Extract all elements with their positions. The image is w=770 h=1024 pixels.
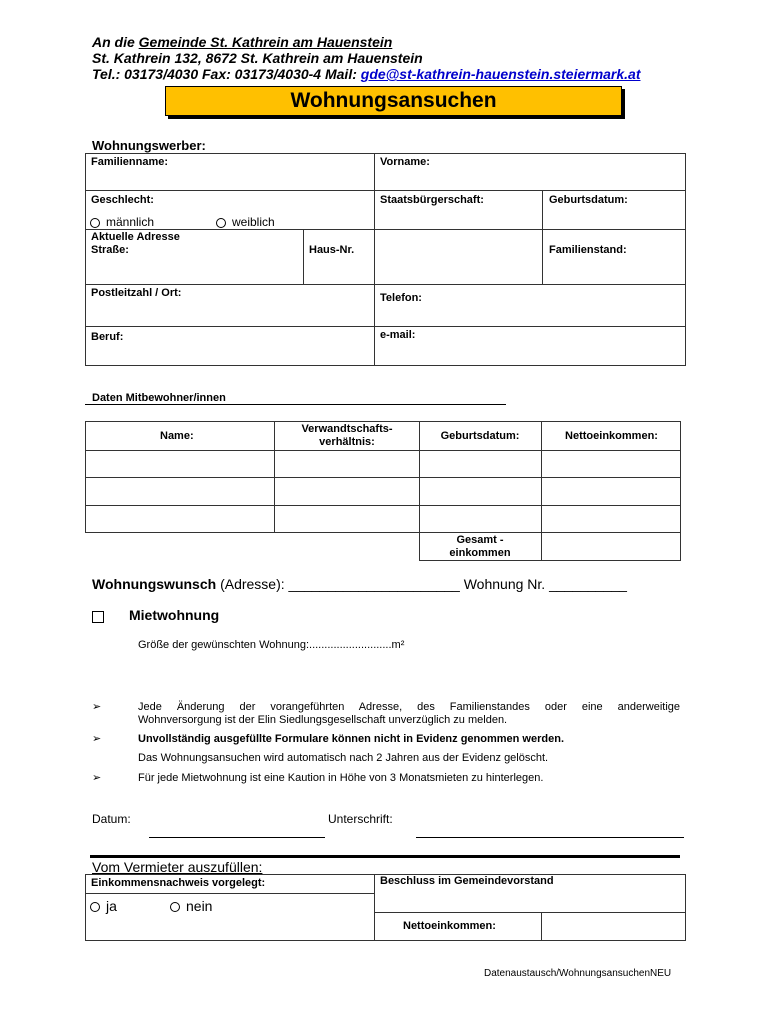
- section-divider: [90, 855, 680, 858]
- female-radio-icon[interactable]: [216, 218, 226, 228]
- female-label: weiblich: [232, 215, 275, 229]
- arrow-bullet-icon: ➢: [92, 772, 102, 784]
- housing-wish-fields: (Adresse): ______________________ Wohnung Nr. __________: [216, 576, 627, 592]
- footer-reference: Datenaustausch/WohnungsansuchenNEU: [484, 968, 672, 979]
- housing-wish-line: [92, 576, 627, 592]
- arrow-bullet-icon: ➢: [92, 701, 102, 713]
- col-relation-line1: Verwandtschafts-: [301, 423, 393, 435]
- first-name-label: Vorname:: [380, 156, 430, 168]
- birthdate-label: Geburtsdatum:: [549, 194, 628, 206]
- council-decision-label: Beschluss im Gemeindevorstand: [380, 875, 554, 887]
- address-line: St. Kathrein 132, 8672 St. Kathrein am Hauenstein: [92, 50, 423, 66]
- yes-label: ja: [106, 898, 117, 914]
- total-income-label: [420, 534, 540, 560]
- phone-label: Telefon:: [380, 292, 422, 304]
- postal-city-label: Postleitzahl / Ort:: [91, 287, 182, 299]
- col-name-header: Name:: [160, 430, 194, 442]
- occupation-label: Beruf:: [91, 331, 124, 343]
- arrow-bullet-icon: ➢: [92, 733, 102, 745]
- col-relation-header: [276, 423, 418, 449]
- recipient-prefix: An die: [92, 34, 139, 50]
- gender-female-option[interactable]: [216, 215, 275, 229]
- note-1-line1: Jede Änderung der vorangeführten Adresse, des Familienstandes oder eine anderweitige: [138, 701, 680, 713]
- email-label: e-mail:: [380, 329, 416, 341]
- applicant-section-label: Wohnungswerber:: [92, 138, 206, 153]
- email-link[interactable]: gde@st-kathrein-hauenstein.steiermark.at: [360, 66, 641, 82]
- house-no-label: Haus-Nr.: [309, 244, 355, 256]
- gender-label: Geschlecht:: [91, 194, 154, 206]
- note-2: Unvollständig ausgefüllte Formulare können nicht in Evidenz genommen werden.: [138, 733, 565, 745]
- proof-no-option[interactable]: [170, 898, 212, 914]
- recipient-municipality: Gemeinde St. Kathrein am Hauenstein: [138, 34, 393, 50]
- col-income-header: Nettoeinkommen:: [565, 430, 658, 442]
- date-line[interactable]: [149, 837, 325, 838]
- income-proof-label: Einkommensnachweis vorgelegt:: [91, 877, 266, 889]
- contact-prefix: Tel.: 03173/4030 Fax: 03173/4030-4 Mail:: [92, 66, 361, 82]
- rental-checkbox[interactable]: [92, 610, 104, 628]
- col-relation-line2: verhältnis:: [319, 436, 375, 448]
- contact-line: [92, 66, 641, 82]
- current-address-label: Aktuelle Adresse: [91, 231, 180, 243]
- yes-radio-icon[interactable]: [90, 902, 100, 912]
- signature-line[interactable]: [416, 837, 684, 838]
- checkbox-icon[interactable]: [92, 611, 104, 623]
- date-label: Datum:: [92, 812, 131, 826]
- no-label: nein: [186, 898, 213, 914]
- page-title: Wohnungsansuchen: [165, 86, 622, 116]
- note-3: Für jede Mietwohnung ist eine Kaution in Höhe von 3 Monatsmieten zu hinterlegen.: [138, 772, 544, 784]
- male-radio-icon[interactable]: [90, 218, 100, 228]
- street-label: Straße:: [91, 244, 129, 256]
- col-birthdate-header: Geburtsdatum:: [440, 430, 520, 442]
- signature-label: Unterschrift:: [328, 812, 393, 826]
- total-income-line2: einkommen: [449, 547, 511, 559]
- landlord-section-label: Vom Vermieter auszufüllen:: [92, 859, 263, 875]
- family-name-label: Familienname:: [91, 156, 169, 168]
- net-income-label: Nettoeinkommen:: [403, 920, 496, 932]
- gender-male-option[interactable]: [90, 215, 154, 229]
- rental-option-label: Mietwohnung: [129, 607, 220, 623]
- apartment-size-field: Größe der gewünschten Wohnung:...........................m²: [138, 639, 405, 651]
- cohabitants-section-label: Daten Mitbewohner/innen: [92, 392, 226, 404]
- marital-status-label: Familienstand:: [549, 244, 627, 256]
- note-1-line2: Wohnversorgung ist der Elin Siedlungsgesellschaft unverzüglich zu melden.: [138, 714, 508, 726]
- citizenship-label: Staatsbürgerschaft:: [380, 194, 484, 206]
- recipient-line: [92, 34, 392, 50]
- male-label: männlich: [106, 215, 155, 229]
- no-radio-icon[interactable]: [170, 902, 180, 912]
- proof-yes-option[interactable]: [90, 898, 117, 914]
- housing-wish-label: Wohnungswunsch: [92, 576, 217, 592]
- note-2-sub: Das Wohnungsansuchen wird automatisch nach 2 Jahren aus der Evidenz gelöscht.: [138, 752, 549, 764]
- total-income-line1: Gesamt -: [456, 534, 504, 546]
